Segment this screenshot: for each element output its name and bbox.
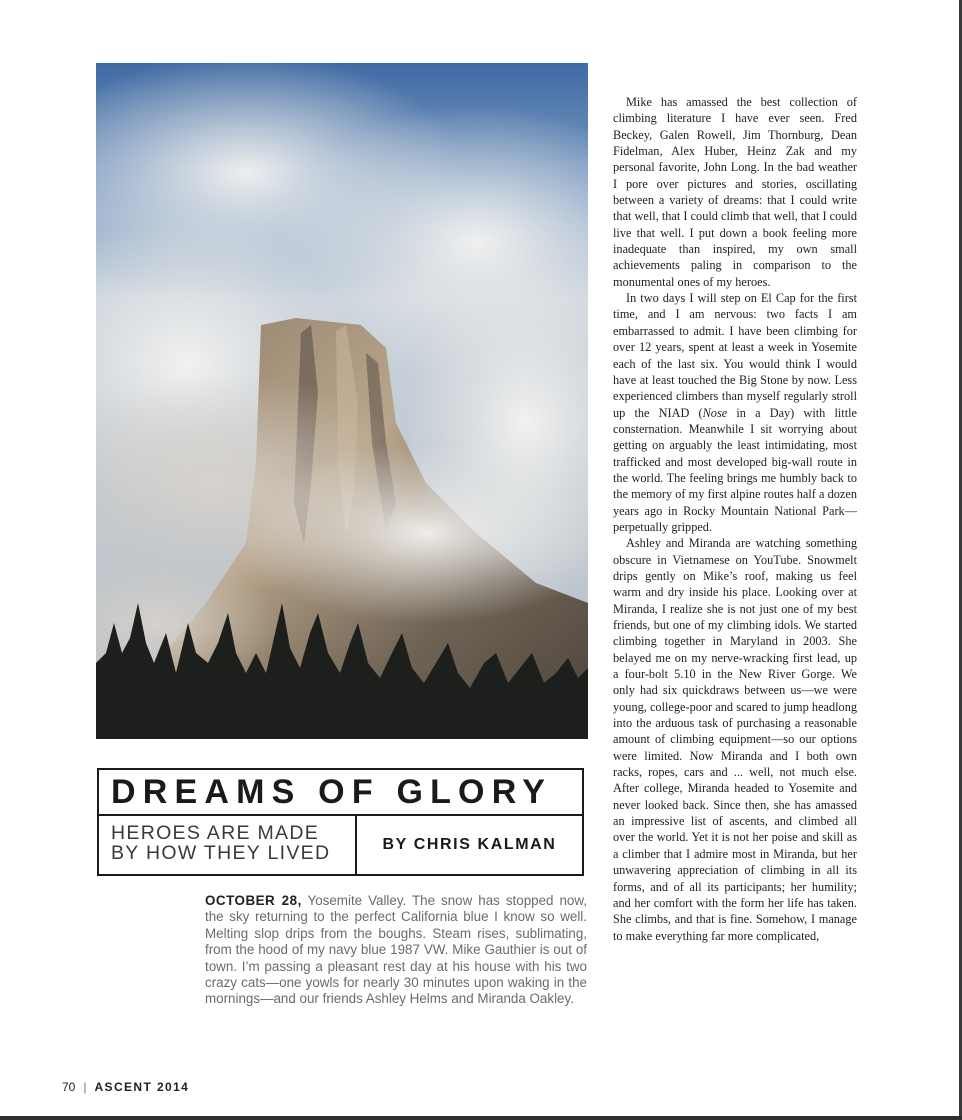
intro-text: Yosemite Valley. The snow has stopped now, the sky returning to the perfect California blue I know so well. Melting slop drips from the boughs. Steam rises, sublimating, from the hood of my navy blue 1987 VW. Mike Gauthier is out of town. I’m passing a pleasant rest day at his house with his two crazy cats—one yowls for nearly 30 minutes upon waking in the mornings—and our friends Ashley Helms and Miranda Oakley. bbox=[205, 893, 587, 1007]
title-subrow bbox=[99, 816, 582, 874]
article-subtitle: HEROES ARE MADE BY HOW THEY LIVED bbox=[99, 816, 357, 874]
nose-route-name: Nose bbox=[702, 405, 728, 420]
article-title: DREAMS OF GLORY bbox=[99, 770, 582, 816]
article-byline: BY CHRIS KALMAN bbox=[382, 836, 557, 853]
page-footer bbox=[62, 1080, 189, 1094]
page-edge-bottom bbox=[0, 1116, 962, 1120]
body-paragraph-2 bbox=[613, 290, 857, 535]
intro-dateline: OCTOBER 28, bbox=[205, 893, 302, 908]
body-paragraph-1: Mike has amassed the best collection of climbing literature I have ever seen. Fred Beckey, Galen Rowell, Jim Thornburg, Dean Fidelman, Alex Huber, Heinz Zak and my personal favorite, John Long. In the bad weather I pore over pictures and stories, oscillating between a variety of dreams: that I could write that well, that I could climb that well, that I could live that well. I put down a book feeling more inadequate than inspired, my own small achievements paling in comparison to the monumental ones of my heroes. bbox=[613, 95, 857, 289]
title-box bbox=[97, 768, 584, 876]
body-paragraph-2-part-1: In two days I will step on El Cap for the first time, and I am nervous: two facts I am embarrassed to admit. I have been climbing for over 12 years, spent at least a week in Yosemite each of the last six. You would think I would have at least touched the Big Stone by now. Less experienced climbers than myself regularly stroll up the NIAD ( bbox=[613, 291, 857, 420]
body-paragraph-3: Ashley and Miranda are watching something obscure in Vietnamese on YouTube. Snowmelt drips gently on Mike’s roof, making us feel warm and dry inside his place. Looking over at Miranda, I realize she is not just one of my best friends, but one of my climbing idols. We started climbing together in Maryland in 2003. She belayed me on my nerve-wracking first lead, up a four-bolt 5.10 in the New River Gorge. We only had six quickdraws between us—we were young, college-poor and scared to jump headlong into the arduous task of purchasing a reasonable amount of climbing equipment—so our options were limited. Now Miranda and I both own racks, ropes, cars and ... well, not much else. After college, Miranda headed to Yosemite and never looked back. Since then, she has amassed an impressive list of ascents, and climbed all over the world. Yet it is not her poise and skill as a climber that I admire most in Miranda, but her unwavering appreciation of climbing in all its forms, and of all its participants; her humility; and her comfort with the form her life has taken. She climbs, and that is fine. Somehow, I manage to make everything far more complicated, bbox=[613, 536, 857, 943]
page-number: 70 bbox=[62, 1080, 76, 1094]
footer-separator: | bbox=[83, 1080, 87, 1094]
body-column bbox=[613, 94, 857, 944]
magazine-name: ASCENT 2014 bbox=[94, 1080, 190, 1094]
el-capitan-photo bbox=[96, 63, 588, 739]
body-paragraph-2-part-2: in a Day) with little consternation. Meanwhile I sit worrying about getting on arguably the least intimidating, most trafficked and most developed big-wall route in the world. The feeling brings me humbly back to the memory of my first alpine routes half a dozen years ago in Rocky Mountain National Park—perpetually gripped. bbox=[613, 405, 857, 534]
intro-paragraph bbox=[205, 893, 587, 1008]
